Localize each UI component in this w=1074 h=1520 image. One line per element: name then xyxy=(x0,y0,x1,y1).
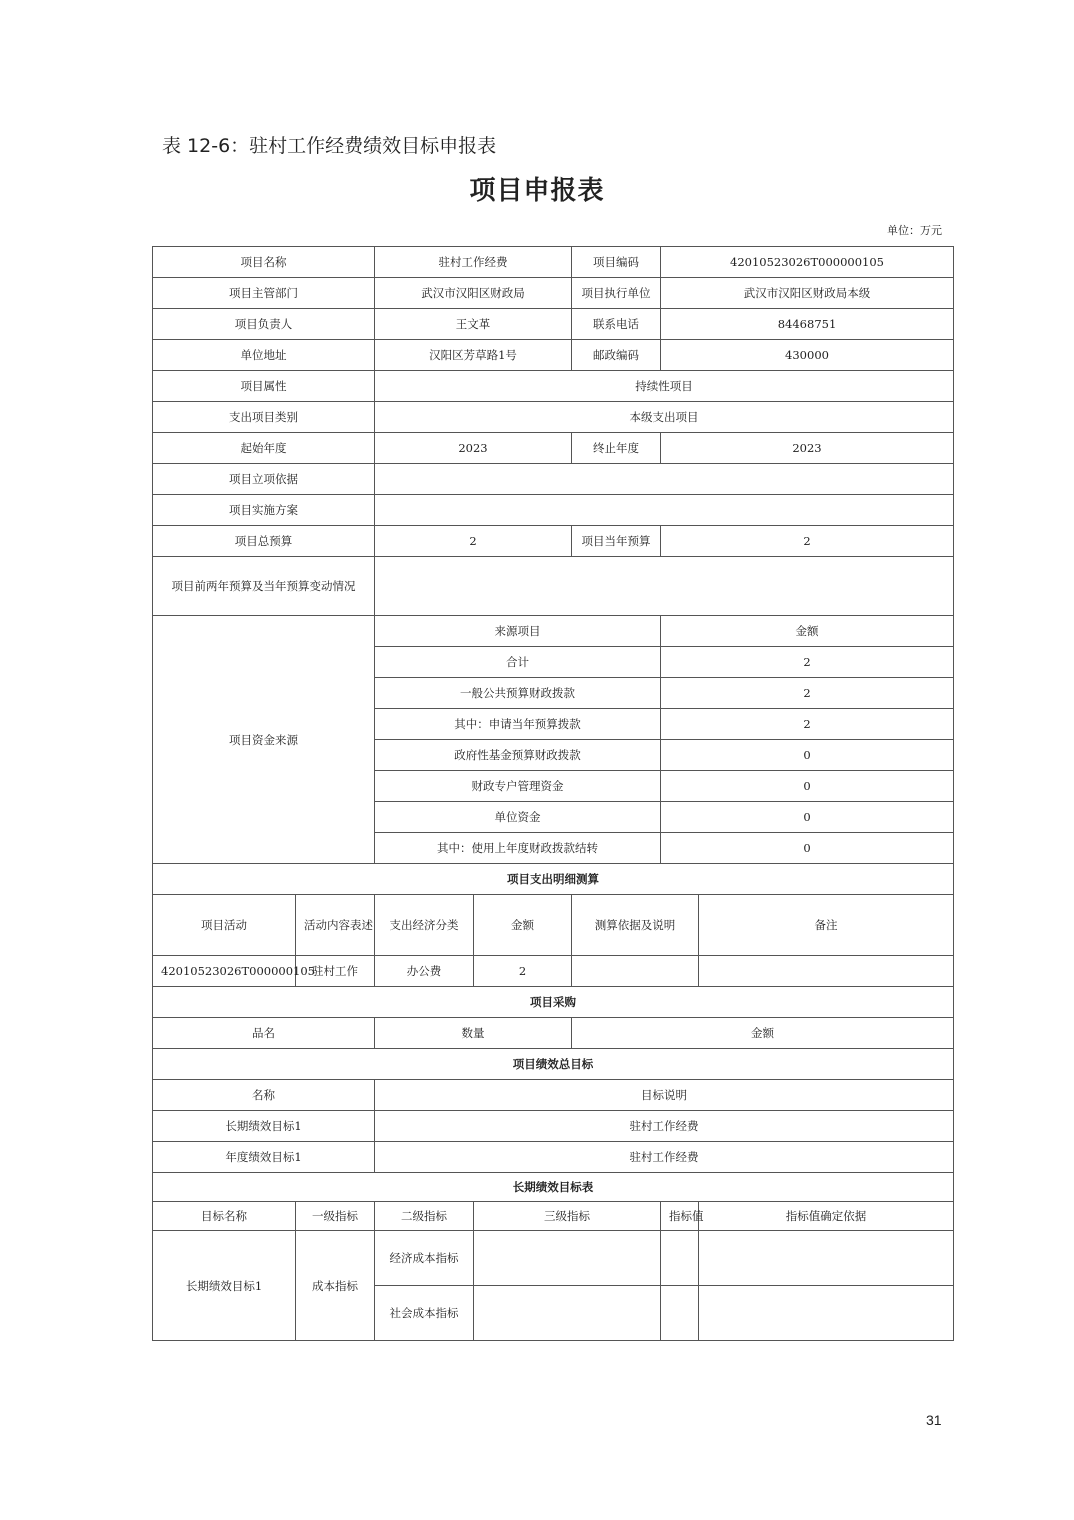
section-row xyxy=(153,1049,954,1080)
expense-content: 驻村工作 xyxy=(296,956,375,987)
start-year-label: 起始年度 xyxy=(153,433,375,464)
table-header-row xyxy=(153,1080,954,1111)
long-term-basis xyxy=(699,1231,954,1286)
attr-label: 项目属性 xyxy=(153,371,375,402)
plan-value xyxy=(375,495,954,526)
long-term-value xyxy=(661,1286,699,1341)
project-name-label: 项目名称 xyxy=(153,247,375,278)
expense-class: 办公费 xyxy=(375,956,474,987)
long-term-header: 二级指标 xyxy=(375,1202,474,1231)
long-term-section-title: 长期绩效目标表 xyxy=(153,1173,954,1202)
attr-value: 持续性项目 xyxy=(375,371,954,402)
long-term-header: 一级指标 xyxy=(296,1202,375,1231)
funding-amount-header: 金额 xyxy=(661,616,954,647)
table-header-row xyxy=(153,1202,954,1231)
end-year-value: 2023 xyxy=(661,433,954,464)
plan-label: 项目实施方案 xyxy=(153,495,375,526)
table-row xyxy=(153,1111,954,1142)
funding-amount: 2 xyxy=(661,647,954,678)
unit-label: 单位：万元 xyxy=(887,224,942,237)
long-term-header: 目标名称 xyxy=(153,1202,296,1231)
goal-name: 年度绩效目标1 xyxy=(153,1142,375,1173)
expense-header: 支出经济分类 xyxy=(375,895,474,956)
leader-value: 王文革 xyxy=(375,309,572,340)
long-term-level1: 成本指标 xyxy=(296,1231,375,1341)
postcode-value: 430000 xyxy=(661,340,954,371)
procurement-header: 品名 xyxy=(153,1018,375,1049)
procurement-header: 数量 xyxy=(375,1018,572,1049)
project-code: 42010523026T000000105 xyxy=(661,247,954,278)
long-term-level2: 社会成本指标 xyxy=(375,1286,474,1341)
procurement-header: 金额 xyxy=(572,1018,954,1049)
total-budget-value: 2 xyxy=(375,526,572,557)
long-term-goal-name: 长期绩效目标1 xyxy=(153,1231,296,1341)
total-budget-label: 项目总预算 xyxy=(153,526,375,557)
funding-source: 财政专户管理资金 xyxy=(375,771,661,802)
table-row xyxy=(153,247,954,278)
exec-unit-label: 项目执行单位 xyxy=(572,278,661,309)
table-row xyxy=(153,402,954,433)
expense-header: 活动内容表述 xyxy=(296,895,375,956)
funding-source: 政府性基金预算财政拨款 xyxy=(375,740,661,771)
expense-activity: 42010523026T000000105 xyxy=(153,956,296,987)
long-term-header: 三级指标 xyxy=(474,1202,661,1231)
funding-source: 合计 xyxy=(375,647,661,678)
funding-amount: 0 xyxy=(661,833,954,864)
table-row xyxy=(153,464,954,495)
goal-name: 长期绩效目标1 xyxy=(153,1111,375,1142)
long-term-level2: 经济成本指标 xyxy=(375,1231,474,1286)
expense-section-title: 项目支出明细测算 xyxy=(153,864,954,895)
funding-amount: 2 xyxy=(661,709,954,740)
basis-value xyxy=(375,464,954,495)
funding-amount: 0 xyxy=(661,740,954,771)
category-value: 本级支出项目 xyxy=(375,402,954,433)
table-row xyxy=(153,433,954,464)
funding-amount: 0 xyxy=(661,771,954,802)
overall-goals-header: 名称 xyxy=(153,1080,375,1111)
long-term-header: 指标值 xyxy=(661,1202,699,1231)
table-caption: 表 12-6：驻村工作经费绩效目标申报表 xyxy=(162,135,497,157)
dept-label: 项目主管部门 xyxy=(153,278,375,309)
current-budget-label: 项目当年预算 xyxy=(572,526,661,557)
funding-source-header: 来源项目 xyxy=(375,616,661,647)
expense-header: 测算依据及说明 xyxy=(572,895,699,956)
section-row xyxy=(153,987,954,1018)
section-row xyxy=(153,864,954,895)
funding-source: 其中：申请当年预算拨款 xyxy=(375,709,661,740)
overall-goals-section-title: 项目绩效总目标 xyxy=(153,1049,954,1080)
current-budget-value: 2 xyxy=(661,526,954,557)
category-label: 支出项目类别 xyxy=(153,402,375,433)
expense-amount: 2 xyxy=(474,956,572,987)
address-value: 汉阳区芳草路1号 xyxy=(375,340,572,371)
long-term-level3 xyxy=(474,1286,661,1341)
start-year-value: 2023 xyxy=(375,433,572,464)
goal-desc: 驻村工作经费 xyxy=(375,1142,954,1173)
funding-label: 项目资金来源 xyxy=(153,616,375,864)
project-code-label: 项目编码 xyxy=(572,247,661,278)
overall-goals-header: 目标说明 xyxy=(375,1080,954,1111)
table-row xyxy=(153,526,954,557)
table-header-row xyxy=(153,895,954,956)
budget-change-label: 项目前两年预算及当年预算变动情况 xyxy=(153,557,375,616)
procurement-section-title: 项目采购 xyxy=(153,987,954,1018)
phone-label: 联系电话 xyxy=(572,309,661,340)
long-term-level3 xyxy=(474,1231,661,1286)
dept-value: 武汉市汉阳区财政局 xyxy=(375,278,572,309)
long-term-value xyxy=(661,1231,699,1286)
table-row xyxy=(153,309,954,340)
funding-source: 单位资金 xyxy=(375,802,661,833)
funding-header-row xyxy=(153,616,954,647)
project-name: 驻村工作经费 xyxy=(375,247,572,278)
page-title: 项目申报表 xyxy=(469,176,605,206)
expense-header: 金额 xyxy=(474,895,572,956)
table-row xyxy=(153,495,954,526)
postcode-label: 邮政编码 xyxy=(572,340,661,371)
section-row xyxy=(153,1173,954,1202)
expense-basis xyxy=(572,956,699,987)
table-row xyxy=(153,1231,954,1286)
funding-source: 其中：使用上年度财政拨款结转 xyxy=(375,833,661,864)
table-row xyxy=(153,956,954,987)
budget-change-value xyxy=(375,557,954,616)
page-number: 31 xyxy=(926,1412,942,1428)
long-term-header: 指标值确定依据 xyxy=(699,1202,954,1231)
end-year-label: 终止年度 xyxy=(572,433,661,464)
project-table xyxy=(152,246,954,1341)
funding-source: 一般公共预算财政拨款 xyxy=(375,678,661,709)
address-label: 单位地址 xyxy=(153,340,375,371)
table-row xyxy=(153,278,954,309)
expense-note xyxy=(699,956,954,987)
funding-amount: 0 xyxy=(661,802,954,833)
basis-label: 项目立项依据 xyxy=(153,464,375,495)
phone-value: 84468751 xyxy=(661,309,954,340)
funding-amount: 2 xyxy=(661,678,954,709)
leader-label: 项目负责人 xyxy=(153,309,375,340)
table-row xyxy=(153,371,954,402)
expense-header: 项目活动 xyxy=(153,895,296,956)
exec-unit-value: 武汉市汉阳区财政局本级 xyxy=(661,278,954,309)
long-term-basis xyxy=(699,1286,954,1341)
table-header-row xyxy=(153,1018,954,1049)
goal-desc: 驻村工作经费 xyxy=(375,1111,954,1142)
table-row xyxy=(153,1142,954,1173)
table-row xyxy=(153,340,954,371)
expense-header: 备注 xyxy=(699,895,954,956)
table-row xyxy=(153,557,954,616)
